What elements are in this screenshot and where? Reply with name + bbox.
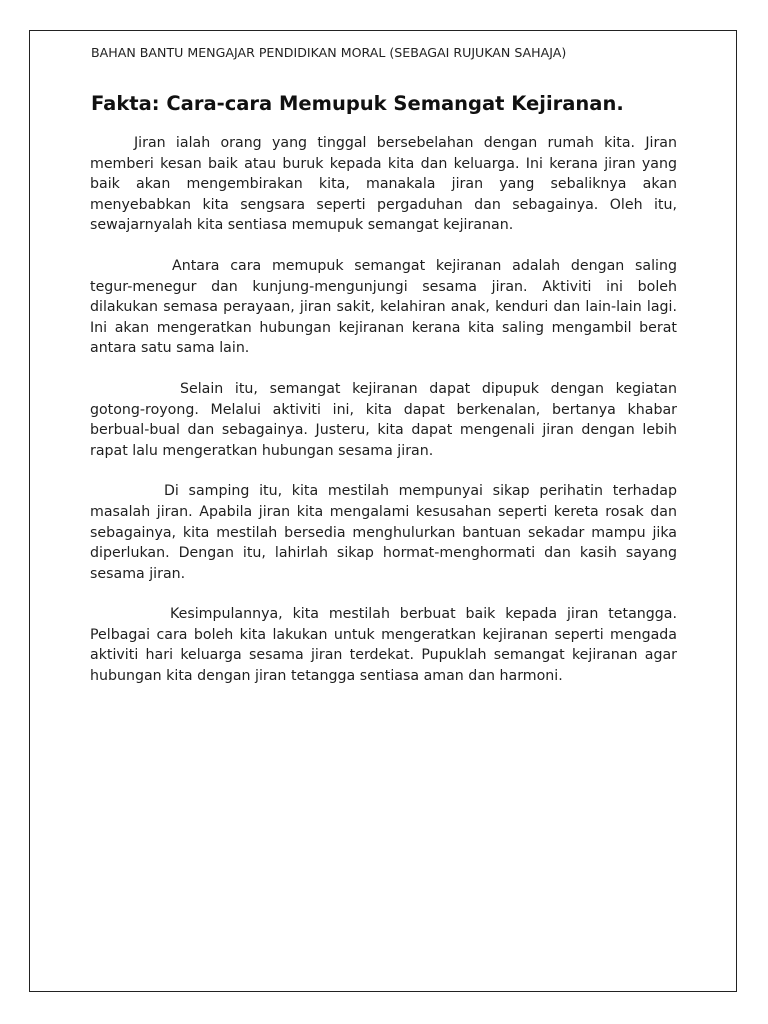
paragraph-introduction: Jiran ialah orang yang tinggal bersebelahan dengan rumah kita. Jiran memberi kesan baik atau buruk kepada kita dan keluarga. Ini kerana jiran yang baik akan mengembirakan kita, manakala jiran yang sebaliknya akan menyebabkan kita sengsara seperti pergaduhan dan sebagainya. Oleh itu, sewajarnyalah kita sentiasa memupuk semangat kejiranan.: [90, 135, 677, 234]
document-title: Fakta: Cara-cara Memupuk Semangat Kejiranan.: [91, 92, 624, 115]
paragraph-visiting: Antara cara memupuk semangat kejiranan adalah dengan saling tegur-menegur dan kunjung-mengunjungi sesama jiran. Aktiviti ini boleh dilakukan semasa perayaan, jiran sakit, kelahiran anak, kenduri dan lain-lain lagi. Ini akan mengeratkan hubungan kejiranan kerana kita saling mengambil berat antara satu sama lain.: [90, 257, 677, 357]
header-note: BAHAN BANTU MENGAJAR PENDIDIKAN MORAL (SEBAGAI RUJUKAN SAHAJA): [91, 45, 567, 60]
paragraph-conclusion: Kesimpulannya, kita mestilah berbuat baik kepada jiran tetangga. Pelbagai cara boleh kita lakukan untuk mengeratkan kejiranan seperti mengada aktiviti hari keluarga sesama jiran terdekat. Pupuklah semangat kejiranan agar hubungan kita dengan jiran tetangga sentiasa aman dan harmoni.: [90, 606, 677, 685]
document-body: [90, 133, 677, 707]
paragraph-gotong-royong: Selain itu, semangat kejiranan dapat dipupuk dengan kegiatan gotong-royong. Melalui aktiviti ini, kita dapat berkenalan, bertanya khabar berbual-bual dan sebagainya. Justeru, kita dapat mengenali jiran dengan lebih rapat lalu mengeratkan hubungan sesama jiran.: [90, 380, 677, 459]
paragraph-caring: Di samping itu, kita mestilah mempunyai sikap perihatin terhadap masalah jiran. Apabila jiran kita mengalami kesusahan seperti kereta rosak dan sebagainya, kita mestilah bersedia menghulurkan bantuan sekadar mampu jika diperlukan. Dengan itu, lahirlah sikap hormat-menghormati dan kasih sayang sesama jiran.: [90, 483, 677, 582]
